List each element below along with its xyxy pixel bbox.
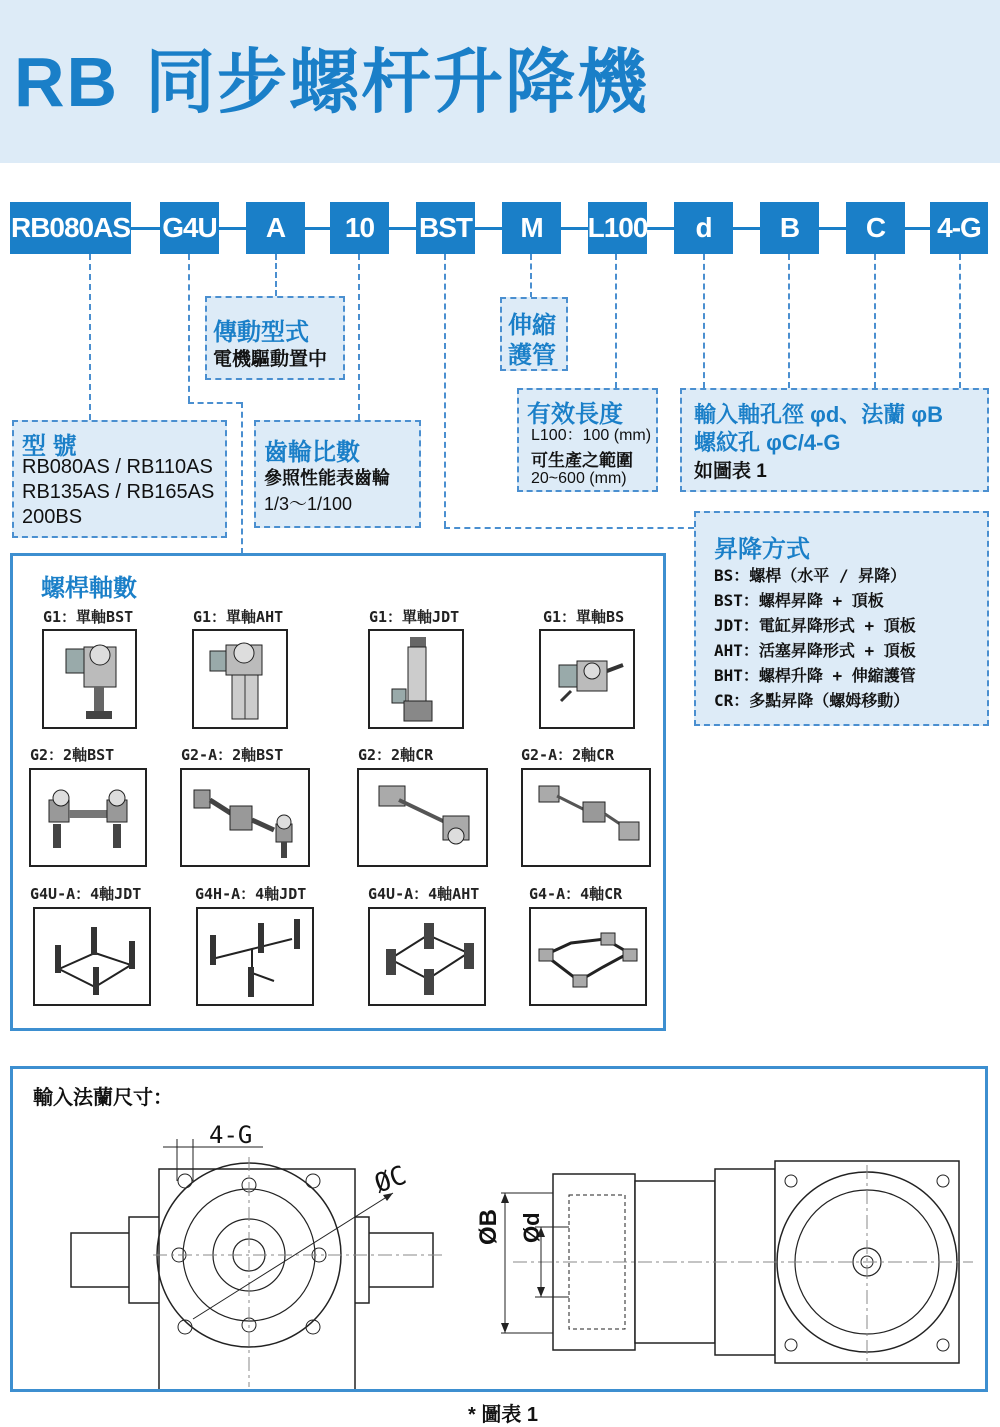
page-title [14, 26, 649, 127]
axes-label: G2-A：2軸CR [521, 746, 615, 764]
ratio-box [254, 420, 421, 528]
axes-label: G2-A：2軸BST [181, 746, 284, 764]
length-title: 有效長度 [527, 401, 623, 428]
drive-type-box [205, 296, 345, 380]
axes-label: G2：2軸BST [30, 746, 115, 764]
code-c: C [846, 202, 905, 254]
product-image-g1-aht [192, 629, 288, 729]
connector [530, 254, 532, 298]
model-line3: 200BS [22, 506, 83, 528]
axes-label: G2：2軸CR [358, 746, 434, 764]
code-d: d [674, 202, 733, 254]
length-line2: 可生產之範圍 [531, 451, 633, 470]
axes-label: G4U-A：4軸JDT [30, 885, 142, 903]
connector [275, 254, 277, 296]
lift-item: BS：螺桿（水平 / 昇降） [714, 566, 907, 585]
sleeve-line1: 伸縮 [508, 312, 556, 339]
sleeve-box [500, 297, 568, 371]
sleeve-line2: 護管 [508, 342, 556, 369]
axes-label: G1：單軸BS [543, 608, 625, 626]
connector [874, 254, 876, 388]
lift-item: JDT：電缸昇降形式 + 頂板 [714, 616, 916, 635]
lift-item: CR：多點昇降（螺姆移動） [714, 691, 910, 710]
axes-label: G1：單軸JDT [369, 608, 460, 626]
drive-title: 傳動型式 [213, 319, 309, 346]
header-banner [0, 0, 1000, 163]
axes-title: 螺桿軸數 [41, 575, 137, 602]
product-image-g4-cr [529, 907, 647, 1006]
connector [444, 527, 694, 529]
lift-item: AHT：活塞昇降形式 + 頂板 [714, 641, 916, 660]
length-line1: L100：100 (mm) [531, 427, 652, 444]
screw-axes-panel [10, 553, 666, 1031]
input-line1: 輸入軸孔徑 φd、法蘭 φB [694, 402, 944, 427]
code-ratio: 10 [330, 202, 389, 254]
connector [358, 254, 360, 420]
input-line2: 螺紋孔 φC/4-G [694, 430, 841, 455]
connector [959, 254, 961, 388]
product-image-g4u-aht [368, 907, 486, 1006]
flange-panel [10, 1066, 988, 1392]
input-line3: 如圖表 1 [694, 461, 767, 482]
ratio-line2: 1/3～1/100 [264, 494, 353, 514]
model-box [12, 420, 227, 538]
connector [188, 254, 190, 402]
axes-label: G1：單軸BST [43, 608, 134, 626]
connector [241, 402, 243, 554]
lift-item: BHT：螺桿升降 + 伸縮護管 [714, 666, 916, 685]
label-phi-c: ØC [370, 1160, 411, 1200]
ratio-title: 齒輪比數 [264, 439, 360, 466]
label-phi-d: Ød [519, 1212, 544, 1243]
connector [444, 254, 446, 527]
model-line2: RB135AS / RB165AS [22, 481, 215, 503]
product-image-g1-bs [539, 629, 635, 729]
product-image-g2a-bst [180, 768, 310, 867]
drive-text: 電機驅動置中 [213, 349, 328, 370]
axes-label: G4-A：4軸CR [529, 885, 623, 903]
code-drive: A [246, 202, 305, 254]
product-image-g1-jdt [368, 629, 464, 729]
connector [788, 254, 790, 388]
code-lift: BST [416, 202, 475, 254]
connector [615, 254, 617, 388]
model-title: 型 號 [22, 433, 77, 460]
code-axes: G4U [160, 202, 219, 254]
connector [703, 254, 705, 388]
code-sleeve: M [502, 202, 561, 254]
label-phi-b: ØB [475, 1209, 502, 1245]
flange-title: 輸入法蘭尺寸： [33, 1087, 173, 1109]
input-spec-box [680, 388, 989, 492]
length-box [517, 388, 658, 492]
axes-label: G1：單軸AHT [193, 608, 284, 626]
product-image-g1-bst [42, 629, 137, 729]
product-image-g4h-jdt [196, 907, 314, 1006]
code-length: L100 [588, 202, 647, 254]
product-image-g2-bst [29, 768, 147, 867]
label-4g: 4-G [209, 1121, 253, 1149]
lift-item: BST：螺桿昇降 + 頂板 [714, 591, 884, 610]
ratio-line1: 參照性能表齒輪 [264, 468, 390, 488]
product-image-g2-cr [357, 768, 488, 867]
product-image-g2a-cr [521, 768, 651, 867]
code-g: 4-G [930, 202, 988, 254]
axes-label: G4U-A：4軸AHT [368, 885, 480, 903]
figure-caption: * 圖表 1 [468, 1404, 539, 1426]
code-model: RB080AS [10, 202, 131, 254]
length-line3: 20~600 (mm) [531, 470, 627, 487]
title-text: 同步螺杆升降機 [145, 43, 650, 121]
lift-title: 昇降方式 [714, 536, 810, 563]
model-line1: RB080AS / RB110AS [22, 456, 213, 478]
connector [188, 402, 242, 404]
code-connector-line [10, 227, 988, 230]
title-rb: RB [14, 43, 120, 121]
lift-method-box [694, 511, 989, 726]
product-image-g4u-jdt [33, 907, 151, 1006]
axes-label: G4H-A：4軸JDT [195, 885, 307, 903]
code-b: B [760, 202, 819, 254]
connector [89, 254, 91, 420]
